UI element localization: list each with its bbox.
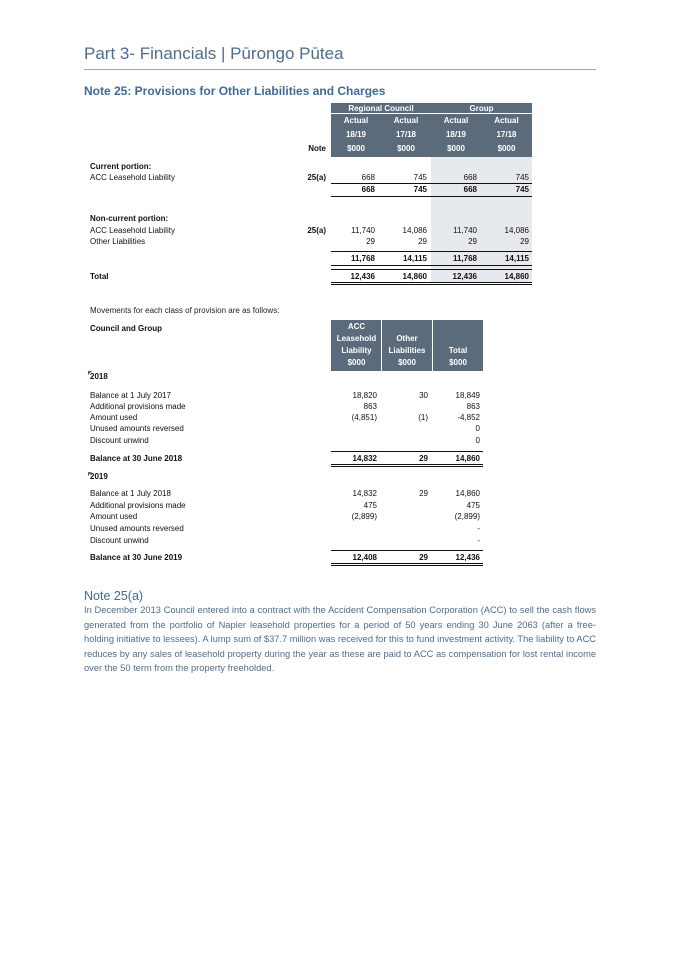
cell: 14,860: [455, 489, 480, 498]
cell: (4,851): [351, 413, 377, 422]
balance-top-rule: [331, 451, 483, 452]
col3-head-1: Actual: [431, 115, 481, 127]
col4-head-2: 17/18: [481, 129, 532, 141]
subtotal-cell: 745: [515, 185, 529, 194]
group-header-group: Group: [431, 103, 532, 114]
total-cell: 14,860: [504, 272, 529, 281]
subtotal-cell: 745: [413, 185, 427, 194]
cell: 30: [419, 391, 428, 400]
row-label: Additional provisions made: [90, 501, 186, 510]
cell: 11,740: [351, 226, 375, 235]
subtotal-cell: 668: [463, 185, 477, 194]
mcol1-head-1: ACC: [331, 321, 382, 333]
row-note-ref: 25(a): [307, 173, 326, 182]
balance-cell: 29: [419, 553, 428, 562]
balance-cell: 14,832: [352, 454, 377, 463]
mcol1-head-4: $000: [331, 357, 382, 369]
balance-label: Balance at 30 June 2018: [90, 454, 183, 463]
row-label: ACC Leasehold Liability: [90, 173, 175, 182]
row-note-ref: 25(a): [307, 226, 326, 235]
total-top-rule: [331, 269, 532, 270]
subtotal-cell: 14,115: [504, 254, 529, 263]
cell: 668: [361, 173, 375, 182]
row-label: Unused amounts reversed: [90, 524, 184, 533]
cell: 863: [363, 402, 377, 411]
col4-head-1: Actual: [481, 115, 532, 127]
cell: 18,849: [455, 391, 480, 400]
subtotal-rule: [331, 265, 532, 266]
cell: (2,899): [454, 512, 480, 521]
subtotal-cell: 668: [361, 185, 375, 194]
row-label: Amount used: [90, 512, 138, 521]
cell: 14,832: [352, 489, 377, 498]
row-label: Other Liabilities: [90, 237, 146, 246]
movements-intro: Movements for each class of provision are as follows:: [90, 306, 280, 315]
year-heading-2018: 2018: [90, 372, 108, 381]
total-cell: 12,436: [350, 272, 375, 281]
year-heading-2019: 2019: [90, 472, 108, 481]
balance-cell: 29: [419, 454, 428, 463]
mcol1-head-2: Leasehold: [331, 333, 382, 345]
cell: -: [477, 536, 480, 545]
subtotal-cell: 11,768: [452, 254, 477, 263]
row-label: Additional provisions made: [90, 402, 186, 411]
mcol2-head-2: Liabilities: [382, 345, 432, 357]
row-label: Amount used: [90, 413, 138, 422]
cell: -4,852: [457, 413, 480, 422]
col1-head-1: Actual: [331, 115, 381, 127]
col2-head-3: $000: [381, 143, 431, 155]
row-label: Discount unwind: [90, 436, 149, 445]
row-label: ACC Leasehold Liability: [90, 226, 175, 235]
cell: 14,086: [504, 226, 529, 235]
col3-head-3: $000: [431, 143, 481, 155]
cell: 475: [466, 501, 480, 510]
row-label: Balance at 1 July 2018: [90, 489, 171, 498]
cell: 29: [520, 237, 529, 246]
col3-head-2: 18/19: [431, 129, 481, 141]
row-label: Unused amounts reversed: [90, 424, 184, 433]
subtotal-cell: 14,115: [402, 254, 427, 263]
row-label: Discount unwind: [90, 536, 149, 545]
col1-head-3: $000: [331, 143, 381, 155]
cell: 863: [466, 402, 480, 411]
cell: 745: [413, 173, 427, 182]
movements-heading: Council and Group: [90, 324, 162, 333]
cell: 0: [475, 424, 480, 433]
cell: (1): [418, 413, 428, 422]
mcol2-head-3: $000: [382, 357, 432, 369]
current-portion-heading: Current portion:: [90, 162, 152, 171]
cell: 29: [366, 237, 375, 246]
header-divider: [84, 69, 596, 70]
balance-cell: 12,436: [455, 553, 480, 562]
cell: (2,899): [351, 512, 377, 521]
subtotal-rule: [331, 251, 532, 252]
mcol1-head-3: Liability: [331, 345, 382, 357]
subtotal-rule: [331, 196, 532, 197]
col2-head-2: 17/18: [381, 129, 431, 141]
cell: 475: [363, 501, 377, 510]
total-cell: 12,436: [452, 272, 477, 281]
total-label: Total: [90, 272, 109, 281]
cell: 29: [468, 237, 477, 246]
group-header-council: Regional Council: [331, 103, 431, 114]
cell: 0: [475, 436, 480, 445]
balance-top-rule: [331, 550, 483, 551]
cell: 11,740: [453, 226, 477, 235]
balance-cell: 12,408: [352, 553, 377, 562]
row-label: Balance at 1 July 2017: [90, 391, 171, 400]
cell: 745: [515, 173, 529, 182]
col4-head-3: $000: [481, 143, 532, 155]
subtotal-cell: 11,768: [350, 254, 375, 263]
note-column-label: Note: [308, 144, 326, 153]
cell: -: [477, 524, 480, 533]
balance-label: Balance at 30 June 2019: [90, 553, 183, 562]
cell: 29: [418, 237, 427, 246]
total-double-rule: [331, 282, 532, 285]
balance-double-rule: [331, 563, 483, 566]
note-25a-paragraph: In December 2013 Council entered into a contract with the Accident Compensation Corporation (ACC) to sell the cash flows generated from the portfolio of Napier leasehold properties for a period of 50 years ending 30 June 2063 (after a free-holding initiative to lessees). A lump sum of $37.7 million was received for this to fund investment activity. The liability to ACC reduces by any sales of leasehold property during the year as these are paid to ACC as compensation for lost rental income over the 50 term from the property freeholded.: [84, 605, 596, 674]
note-25a-heading: Note 25(a): [84, 589, 144, 603]
mcol3-head-2: $000: [433, 357, 483, 369]
balance-cell: 14,860: [455, 454, 480, 463]
cell: 14,086: [402, 226, 427, 235]
balance-double-rule: [331, 464, 483, 467]
mcol3-head-1: Total: [433, 345, 483, 357]
col1-head-2: 18/19: [331, 129, 381, 141]
cell: 29: [419, 489, 428, 498]
col2-head-1: Actual: [381, 115, 431, 127]
note-25-title: Note 25: Provisions for Other Liabilities and Charges: [84, 84, 386, 98]
mcol2-head-1: Other: [382, 333, 432, 345]
total-cell: 14,860: [402, 272, 427, 281]
cell: 18,820: [352, 391, 377, 400]
page-title: Part 3- Financials | Pūrongo Pūtea: [84, 44, 344, 63]
noncurrent-portion-heading: Non-current portion:: [90, 214, 169, 223]
cell: 668: [463, 173, 477, 182]
